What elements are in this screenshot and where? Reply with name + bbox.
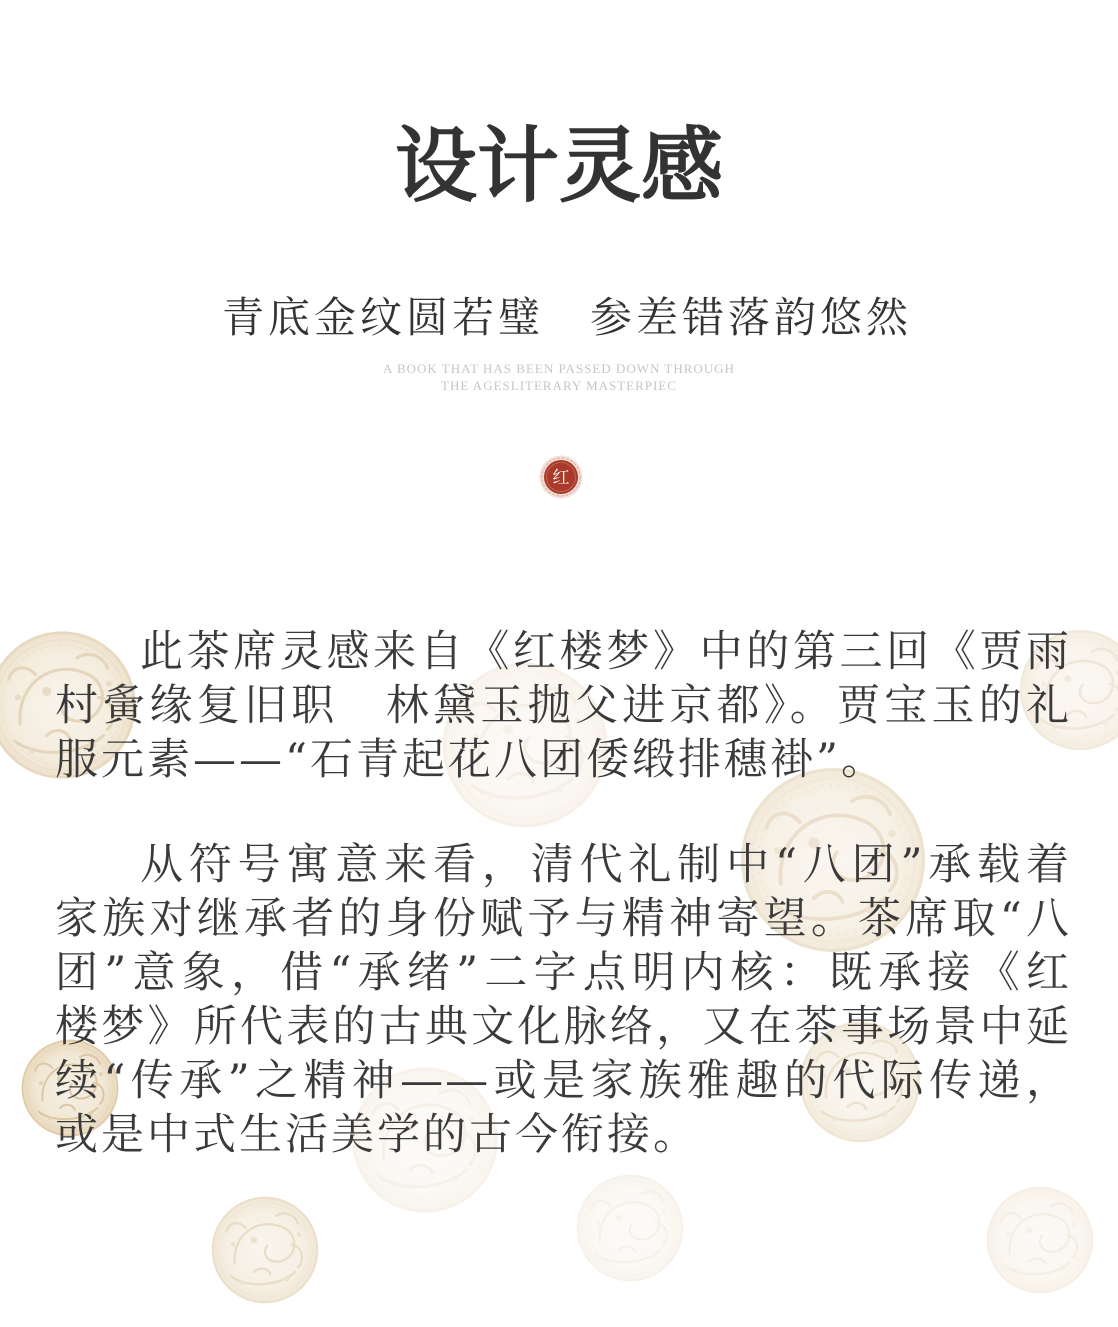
subtitle: 青底金纹圆若璧 参差错落韵悠然 — [221, 293, 912, 342]
paragraph-line: 或是中式生活美学的古今衔接。 — [55, 1110, 699, 1160]
dragon-medallion-pattern — [987, 1187, 1094, 1294]
red-seal-icon — [539, 455, 583, 499]
seal-character: 红 — [552, 468, 570, 488]
paragraph-2 — [55, 838, 1071, 1162]
dragon-medallion-pattern — [577, 1175, 684, 1282]
seal-graphic — [539, 455, 583, 499]
paragraph-line: 从符号寓意来看，清代礼制中“八团”承载着 — [140, 840, 1071, 890]
paragraph-line: 楼梦》所代表的古典文化脉络，又在茶事场景中延 — [55, 1002, 1071, 1052]
english-tagline-line-2: THE AGESLITERARY MASTERPIEC — [441, 378, 677, 393]
paragraph-1 — [55, 625, 1071, 787]
english-tagline — [0, 360, 1118, 394]
paragraph-line: 服元素——“石青起花八团倭缎排穗褂”。 — [55, 735, 887, 785]
paragraph-line: 此茶席灵感来自《红楼梦》中的第三回《贾雨 — [140, 627, 1071, 677]
dragon-medallion-pattern — [212, 1197, 319, 1304]
paragraph-line: 续“传承”之精神——或是家族雅趣的代际传递， — [55, 1056, 1071, 1106]
paragraph-line: 家族对继承者的身份赋予与精神寄望。茶席取“八 — [55, 894, 1071, 944]
english-tagline-line-1: A BOOK THAT HAS BEEN PASSED DOWN THROUGH — [383, 361, 735, 376]
paragraph-line: 村夤缘复旧职 林黛玉抛父进京都》。贾宝玉的礼 — [55, 681, 1071, 731]
paragraph-line: 团”意象，借“承绪”二字点明内核：既承接《红 — [55, 948, 1071, 998]
page-title: 设计灵感 — [394, 118, 723, 214]
